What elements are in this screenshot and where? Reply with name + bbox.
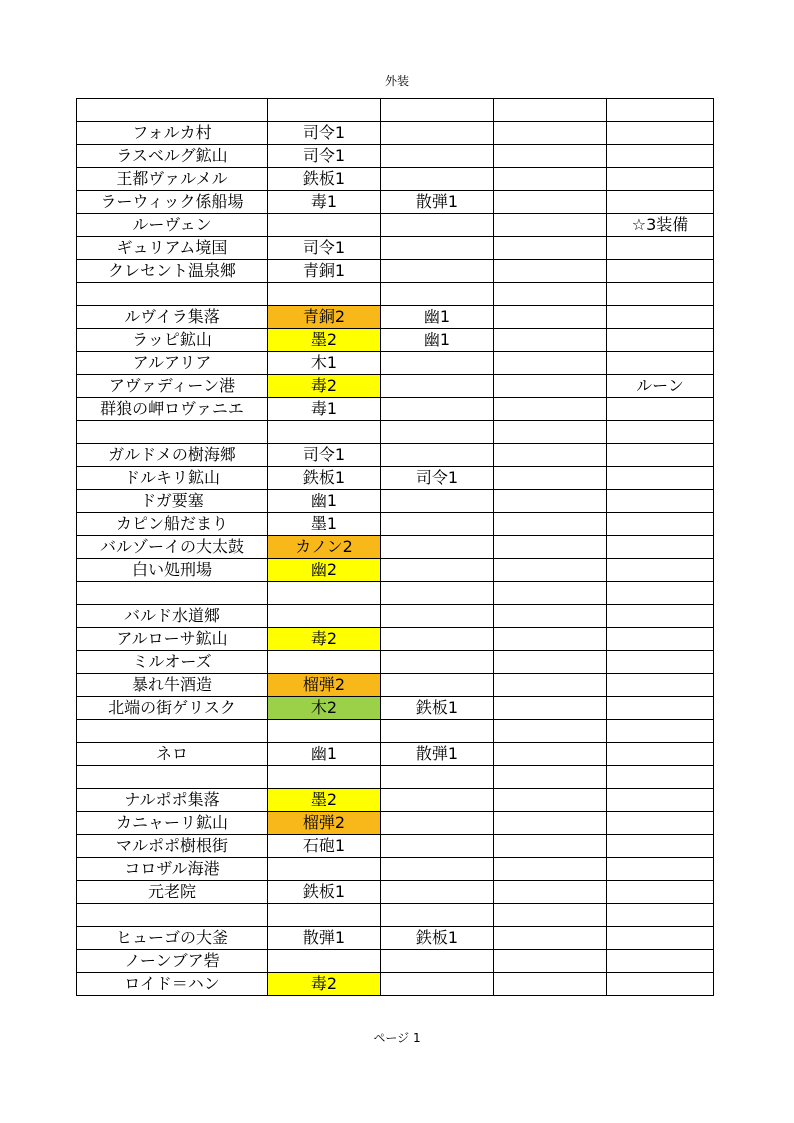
table-body: [77, 99, 714, 996]
location-cell: コロザル海港: [77, 858, 268, 881]
table-row: [77, 490, 714, 513]
location-cell: 白い処刑場: [77, 559, 268, 582]
table-row: [77, 950, 714, 973]
item-cell-1: 幽2: [268, 559, 381, 582]
table-row: [77, 398, 714, 421]
table-row: [77, 835, 714, 858]
item-cell-3: [494, 766, 607, 789]
location-cell: [77, 99, 268, 122]
table-row: [77, 329, 714, 352]
item-cell-4: [607, 306, 714, 329]
location-cell: ラッピ鉱山: [77, 329, 268, 352]
table-row: [77, 237, 714, 260]
item-cell-4: [607, 237, 714, 260]
location-cell: ミルオーズ: [77, 651, 268, 674]
location-cell: フォルカ村: [77, 122, 268, 145]
table-row: [77, 306, 714, 329]
table-row: [77, 605, 714, 628]
location-cell: 群狼の岬ロヴァニエ: [77, 398, 268, 421]
location-cell: 元老院: [77, 881, 268, 904]
item-cell-2: 幽1: [381, 306, 494, 329]
item-cell-3: [494, 191, 607, 214]
item-cell-2: [381, 858, 494, 881]
location-cell: ギュリアム境国: [77, 237, 268, 260]
item-cell-4: [607, 467, 714, 490]
location-cell: ラスベルグ鉱山: [77, 145, 268, 168]
location-cell: マルポポ樹根街: [77, 835, 268, 858]
item-cell-1: [268, 605, 381, 628]
location-cell: 王都ヴァルメル: [77, 168, 268, 191]
item-cell-3: [494, 352, 607, 375]
table-row: [77, 145, 714, 168]
item-cell-3: [494, 237, 607, 260]
item-cell-4: [607, 858, 714, 881]
item-cell-2: [381, 605, 494, 628]
item-cell-3: [494, 789, 607, 812]
item-cell-3: [494, 881, 607, 904]
item-cell-4: ルーン: [607, 375, 714, 398]
table-row: [77, 421, 714, 444]
location-cell: バルド水道郷: [77, 605, 268, 628]
location-cell: ルヴイラ集落: [77, 306, 268, 329]
item-cell-3: [494, 950, 607, 973]
item-cell-1: [268, 283, 381, 306]
item-cell-2: [381, 122, 494, 145]
item-cell-3: [494, 306, 607, 329]
item-cell-2: [381, 375, 494, 398]
table-row: [77, 99, 714, 122]
location-cell: カピン船だまり: [77, 513, 268, 536]
table-row: [77, 812, 714, 835]
item-cell-2: 幽1: [381, 329, 494, 352]
table-row: [77, 904, 714, 927]
item-cell-2: 散弾1: [381, 743, 494, 766]
item-cell-1: 青銅1: [268, 260, 381, 283]
item-cell-2: [381, 651, 494, 674]
item-cell-3: [494, 145, 607, 168]
location-cell: ドルキリ鉱山: [77, 467, 268, 490]
table-row: [77, 743, 714, 766]
item-cell-3: [494, 467, 607, 490]
item-cell-3: [494, 283, 607, 306]
location-cell: ロイド＝ハン: [77, 973, 268, 996]
item-cell-4: [607, 904, 714, 927]
item-cell-2: [381, 145, 494, 168]
item-cell-1: 鉄板1: [268, 467, 381, 490]
item-cell-4: [607, 605, 714, 628]
item-cell-2: [381, 789, 494, 812]
item-cell-4: [607, 168, 714, 191]
item-cell-2: [381, 490, 494, 513]
item-cell-2: [381, 536, 494, 559]
table-row: [77, 214, 714, 237]
item-cell-4: [607, 398, 714, 421]
item-cell-2: 散弾1: [381, 191, 494, 214]
item-cell-2: 鉄板1: [381, 927, 494, 950]
item-cell-2: [381, 559, 494, 582]
item-cell-2: [381, 720, 494, 743]
item-cell-3: [494, 260, 607, 283]
item-cell-4: [607, 720, 714, 743]
item-cell-4: [607, 835, 714, 858]
location-cell: アルローサ鉱山: [77, 628, 268, 651]
item-cell-2: [381, 674, 494, 697]
location-cell: カニャーリ鉱山: [77, 812, 268, 835]
table-row: [77, 122, 714, 145]
item-cell-4: [607, 99, 714, 122]
item-cell-4: [607, 881, 714, 904]
item-cell-1: 榴弾2: [268, 812, 381, 835]
item-cell-1: 青銅2: [268, 306, 381, 329]
item-cell-3: [494, 858, 607, 881]
item-cell-1: 幽1: [268, 490, 381, 513]
item-cell-3: [494, 605, 607, 628]
item-cell-4: ☆3装備: [607, 214, 714, 237]
location-cell: ドガ要塞: [77, 490, 268, 513]
item-cell-1: [268, 950, 381, 973]
item-cell-3: [494, 490, 607, 513]
item-cell-4: [607, 283, 714, 306]
item-cell-1: 幽1: [268, 743, 381, 766]
table-row: [77, 720, 714, 743]
item-cell-1: 墨2: [268, 329, 381, 352]
item-cell-1: [268, 582, 381, 605]
item-cell-1: 散弾1: [268, 927, 381, 950]
item-cell-3: [494, 536, 607, 559]
item-cell-3: [494, 743, 607, 766]
item-cell-2: [381, 237, 494, 260]
item-cell-2: [381, 973, 494, 996]
item-cell-3: [494, 122, 607, 145]
location-cell: バルゾーイの大太鼓: [77, 536, 268, 559]
item-cell-4: [607, 513, 714, 536]
item-cell-1: [268, 99, 381, 122]
item-cell-1: [268, 651, 381, 674]
location-cell: アヴァディーン港: [77, 375, 268, 398]
location-cell: 暴れ牛酒造: [77, 674, 268, 697]
item-cell-4: [607, 812, 714, 835]
table-row: [77, 927, 714, 950]
item-cell-2: [381, 421, 494, 444]
item-cell-3: [494, 973, 607, 996]
item-cell-4: [607, 697, 714, 720]
item-cell-2: [381, 398, 494, 421]
location-cell: [77, 720, 268, 743]
item-cell-3: [494, 214, 607, 237]
item-cell-1: 毒2: [268, 375, 381, 398]
item-cell-3: [494, 582, 607, 605]
item-cell-4: [607, 352, 714, 375]
item-cell-4: [607, 260, 714, 283]
item-cell-3: [494, 674, 607, 697]
item-cell-2: 鉄板1: [381, 697, 494, 720]
item-cell-2: [381, 352, 494, 375]
item-cell-4: [607, 927, 714, 950]
location-cell: ヒューゴの大釜: [77, 927, 268, 950]
item-cell-4: [607, 743, 714, 766]
table-row: [77, 697, 714, 720]
item-cell-1: [268, 421, 381, 444]
item-cell-1: 木1: [268, 352, 381, 375]
item-cell-3: [494, 398, 607, 421]
item-cell-4: [607, 651, 714, 674]
page-footer-number: ページ 1: [373, 1031, 421, 1045]
item-cell-3: [494, 329, 607, 352]
item-cell-3: [494, 927, 607, 950]
location-cell: ノーンブア砦: [77, 950, 268, 973]
table-row: [77, 283, 714, 306]
table-row: [77, 444, 714, 467]
table-row: [77, 513, 714, 536]
location-cell: 北端の街ゲリスク: [77, 697, 268, 720]
spreadsheet-table: [76, 98, 714, 996]
item-cell-4: [607, 628, 714, 651]
item-cell-2: [381, 214, 494, 237]
item-cell-1: [268, 858, 381, 881]
item-cell-3: [494, 559, 607, 582]
item-cell-4: [607, 329, 714, 352]
item-cell-1: 司令1: [268, 444, 381, 467]
item-cell-2: [381, 513, 494, 536]
table-row: [77, 536, 714, 559]
item-cell-1: 司令1: [268, 122, 381, 145]
item-cell-1: 榴弾2: [268, 674, 381, 697]
item-cell-1: [268, 904, 381, 927]
item-cell-2: [381, 904, 494, 927]
item-cell-3: [494, 168, 607, 191]
item-cell-2: [381, 99, 494, 122]
item-cell-1: [268, 720, 381, 743]
item-cell-3: [494, 628, 607, 651]
item-cell-2: [381, 444, 494, 467]
item-cell-1: 墨2: [268, 789, 381, 812]
location-cell: ラーウィック係船場: [77, 191, 268, 214]
item-cell-4: [607, 122, 714, 145]
item-cell-4: [607, 559, 714, 582]
page-header-title: 外装: [384, 74, 409, 88]
item-cell-3: [494, 904, 607, 927]
item-cell-3: [494, 835, 607, 858]
item-cell-3: [494, 697, 607, 720]
item-cell-1: 司令1: [268, 237, 381, 260]
item-cell-3: [494, 99, 607, 122]
item-cell-1: 司令1: [268, 145, 381, 168]
item-cell-1: 毒2: [268, 973, 381, 996]
table-row: [77, 467, 714, 490]
table-row: [77, 651, 714, 674]
item-cell-3: [494, 444, 607, 467]
table-row: [77, 789, 714, 812]
item-cell-1: カノン2: [268, 536, 381, 559]
item-cell-1: 毒2: [268, 628, 381, 651]
item-cell-3: [494, 421, 607, 444]
table-row: [77, 191, 714, 214]
table-row: [77, 858, 714, 881]
table-row: [77, 881, 714, 904]
location-cell: [77, 904, 268, 927]
item-cell-2: [381, 260, 494, 283]
item-cell-4: [607, 444, 714, 467]
item-cell-4: [607, 191, 714, 214]
location-cell: クレセント温泉郷: [77, 260, 268, 283]
item-cell-4: [607, 421, 714, 444]
table-row: [77, 582, 714, 605]
item-cell-2: [381, 881, 494, 904]
table-row: [77, 628, 714, 651]
item-cell-2: [381, 812, 494, 835]
item-cell-4: [607, 582, 714, 605]
location-cell: アルアリア: [77, 352, 268, 375]
item-cell-3: [494, 651, 607, 674]
item-cell-1: [268, 214, 381, 237]
item-cell-4: [607, 145, 714, 168]
location-cell: [77, 582, 268, 605]
table-row: [77, 766, 714, 789]
location-cell: ネロ: [77, 743, 268, 766]
location-cell: ナルポポ集落: [77, 789, 268, 812]
item-cell-3: [494, 375, 607, 398]
item-cell-1: 鉄板1: [268, 168, 381, 191]
item-cell-1: [268, 766, 381, 789]
item-cell-4: [607, 789, 714, 812]
item-cell-2: [381, 766, 494, 789]
item-cell-4: [607, 950, 714, 973]
location-cell: [77, 421, 268, 444]
item-cell-1: 毒1: [268, 191, 381, 214]
item-cell-4: [607, 766, 714, 789]
item-cell-2: [381, 582, 494, 605]
item-cell-1: 鉄板1: [268, 881, 381, 904]
table-row: [77, 260, 714, 283]
item-cell-1: 毒1: [268, 398, 381, 421]
item-cell-2: 司令1: [381, 467, 494, 490]
table-row: [77, 973, 714, 996]
item-cell-4: [607, 674, 714, 697]
item-cell-1: 石砲1: [268, 835, 381, 858]
item-cell-2: [381, 168, 494, 191]
table-row: [77, 674, 714, 697]
item-cell-3: [494, 720, 607, 743]
item-cell-2: [381, 628, 494, 651]
location-cell: ガルドメの樹海郷: [77, 444, 268, 467]
item-cell-2: [381, 835, 494, 858]
item-cell-1: 木2: [268, 697, 381, 720]
item-cell-2: [381, 283, 494, 306]
item-cell-4: [607, 973, 714, 996]
item-cell-1: 墨1: [268, 513, 381, 536]
location-cell: [77, 283, 268, 306]
table-row: [77, 352, 714, 375]
table-row: [77, 168, 714, 191]
table-row: [77, 375, 714, 398]
item-cell-2: [381, 950, 494, 973]
location-cell: ルーヴェン: [77, 214, 268, 237]
item-cell-3: [494, 812, 607, 835]
item-cell-4: [607, 490, 714, 513]
table-row: [77, 559, 714, 582]
location-cell: [77, 766, 268, 789]
item-cell-3: [494, 513, 607, 536]
item-cell-4: [607, 536, 714, 559]
